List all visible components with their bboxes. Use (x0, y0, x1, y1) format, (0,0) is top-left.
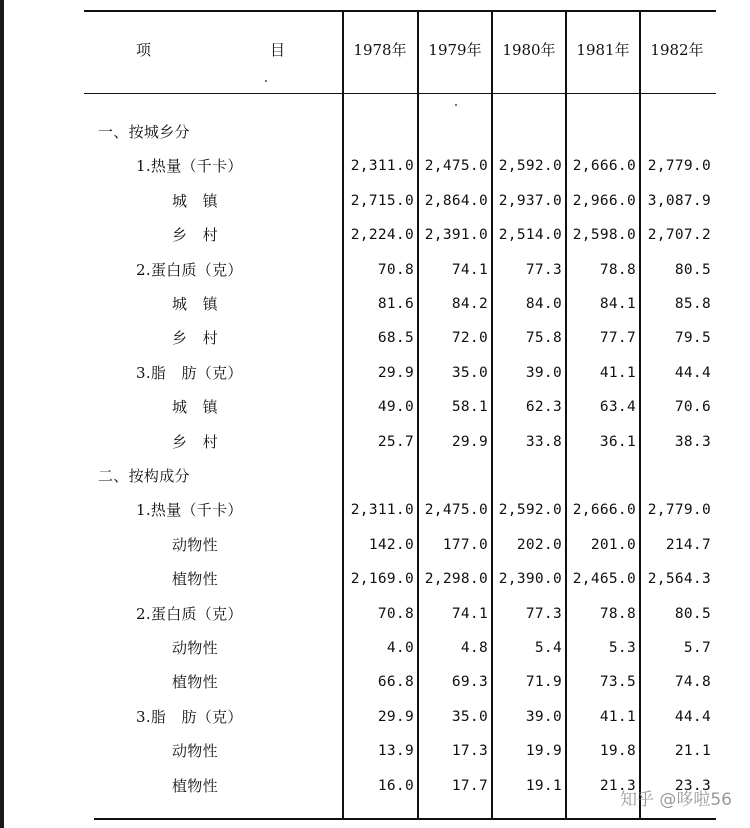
table-cell-value: 74.1 (451, 606, 488, 622)
table-cell-value: 2,564.3 (647, 571, 711, 587)
table-cell-value: 13.9 (377, 743, 414, 759)
table-cell-value: 44.4 (674, 709, 711, 725)
table-cell-value: 39.0 (525, 709, 562, 725)
table-cell-value: 2,666.0 (572, 158, 636, 174)
table-top-rule (84, 10, 716, 12)
watermark: 知乎 @哆啦56 (619, 790, 732, 810)
table-cell-value: 33.8 (525, 434, 562, 450)
table-cell-value: 73.5 (599, 674, 636, 690)
table-cell-value: 71.9 (525, 674, 562, 690)
table-cell-value: 2,592.0 (498, 158, 562, 174)
table-cell-value: 81.6 (377, 296, 414, 312)
table-cell-value: 85.8 (674, 296, 711, 312)
table-cell-value: 2,666.0 (572, 502, 636, 518)
table-cell-value: 84.2 (451, 296, 488, 312)
table-cell-value: 75.8 (525, 330, 562, 346)
table-cell-value: 70.8 (377, 262, 414, 278)
table-cell-value: 21.1 (674, 743, 711, 759)
header-bottom-rule (84, 93, 716, 94)
row-category-label: 1.热量（千卡） (136, 157, 243, 175)
table-cell-value: 62.3 (525, 399, 562, 415)
table-cell-value: 2,311.0 (350, 158, 414, 174)
table-cell-value: 84.0 (525, 296, 562, 312)
row-sub-label: 城 镇 (172, 192, 218, 210)
table-cell-value: 77.3 (525, 606, 562, 622)
row-category-label: 1.热量（千卡） (136, 501, 243, 519)
table-cell-value: 5.7 (683, 640, 711, 656)
table-cell-value: 74.1 (451, 262, 488, 278)
table-cell-value: 2,298.0 (424, 571, 488, 587)
table-cell-value: 201.0 (590, 537, 636, 553)
table-cell-value: 29.9 (451, 434, 488, 450)
table-cell-value: 4.8 (460, 640, 488, 656)
table-cell-value: 21.3 (599, 778, 636, 794)
row-category-label: 3.脂 肪（克） (136, 364, 243, 382)
table-cell-value: 70.8 (377, 606, 414, 622)
table-cell-value: 58.1 (451, 399, 488, 415)
table-cell-value: 29.9 (377, 365, 414, 381)
table-cell-value: 2,707.2 (647, 227, 711, 243)
table-cell-value: 84.1 (599, 296, 636, 312)
row-sub-label: 乡 村 (172, 329, 218, 347)
table-cell-value: 49.0 (377, 399, 414, 415)
table-cell-value: 25.7 (377, 434, 414, 450)
table-cell-value: 63.4 (599, 399, 636, 415)
page-left-edge (0, 0, 4, 828)
row-category-label: 2.蛋白质（克） (136, 605, 243, 623)
table-cell-value: 19.1 (525, 778, 562, 794)
table-cell-value: 23.3 (674, 778, 711, 794)
table-cell-value: 69.3 (451, 674, 488, 690)
table-cell-value: 78.8 (599, 262, 636, 278)
header-year-1980: 1980年 (502, 41, 556, 59)
table-cell-value: 2,391.0 (424, 227, 488, 243)
scan-speck (265, 80, 267, 82)
header-year-1982: 1982年 (650, 41, 704, 59)
table-cell-value: 38.3 (674, 434, 711, 450)
table-cell-value: 2,475.0 (424, 502, 488, 518)
row-category-label: 3.脂 肪（克） (136, 708, 243, 726)
table-cell-value: 2,937.0 (498, 193, 562, 209)
table-cell-value: 70.6 (674, 399, 711, 415)
table-cell-value: 2,514.0 (498, 227, 562, 243)
table-cell-value: 2,475.0 (424, 158, 488, 174)
table-cell-value: 74.8 (674, 674, 711, 690)
row-sub-label: 植物性 (172, 570, 218, 588)
table-cell-value: 78.8 (599, 606, 636, 622)
row-sub-label: 城 镇 (172, 398, 218, 416)
table-cell-value: 80.5 (674, 262, 711, 278)
row-sub-label: 动物性 (172, 742, 218, 760)
table-cell-value: 17.7 (451, 778, 488, 794)
table-cell-value: 2,715.0 (350, 193, 414, 209)
section-heading: 二、按构成分 (98, 467, 190, 485)
row-sub-label: 植物性 (172, 673, 218, 691)
row-category-label: 2.蛋白质（克） (136, 261, 243, 279)
table-cell-value: 41.1 (599, 365, 636, 381)
table-cell-value: 202.0 (516, 537, 562, 553)
table-cell-value: 17.3 (451, 743, 488, 759)
row-sub-label: 乡 村 (172, 226, 218, 244)
header-year-1979: 1979年 (428, 41, 482, 59)
row-sub-label: 动物性 (172, 536, 218, 554)
table-cell-value: 177.0 (442, 537, 488, 553)
table-cell-value: 68.5 (377, 330, 414, 346)
row-sub-label: 城 镇 (172, 295, 218, 313)
table-cell-value: 35.0 (451, 709, 488, 725)
table-cell-value: 16.0 (377, 778, 414, 794)
row-sub-label: 植物性 (172, 777, 218, 795)
table-bottom-rule (94, 818, 716, 820)
section-heading: 一、按城乡分 (98, 123, 190, 141)
table-cell-value: 41.1 (599, 709, 636, 725)
table-cell-value: 35.0 (451, 365, 488, 381)
row-sub-label: 乡 村 (172, 433, 218, 451)
table-cell-value: 79.5 (674, 330, 711, 346)
table-cell-value: 72.0 (451, 330, 488, 346)
table-cell-value: 2,779.0 (647, 158, 711, 174)
header-item-label: 项 (136, 41, 152, 59)
table-cell-value: 2,465.0 (572, 571, 636, 587)
table-cell-value: 19.8 (599, 743, 636, 759)
table-cell-value: 2,224.0 (350, 227, 414, 243)
table-cell-value: 39.0 (525, 365, 562, 381)
table-cell-value: 36.1 (599, 434, 636, 450)
table-cell-value: 29.9 (377, 709, 414, 725)
table-cell-value: 142.0 (368, 537, 414, 553)
table-cell-value: 80.5 (674, 606, 711, 622)
table-cell-value: 19.9 (525, 743, 562, 759)
header-year-1978: 1978年 (353, 41, 407, 59)
table-cell-value: 2,966.0 (572, 193, 636, 209)
table-cell-value: 5.4 (534, 640, 562, 656)
table-cell-value: 2,311.0 (350, 502, 414, 518)
table-cell-value: 2,592.0 (498, 502, 562, 518)
row-sub-label: 动物性 (172, 639, 218, 657)
table-cell-value: 2,390.0 (498, 571, 562, 587)
scan-speck (455, 104, 457, 106)
table-cell-value: 44.4 (674, 365, 711, 381)
header-year-1981: 1981年 (576, 41, 630, 59)
table-cell-value: 2,779.0 (647, 502, 711, 518)
table-cell-value: 2,864.0 (424, 193, 488, 209)
header-item-label-2: 目 (270, 41, 286, 59)
table-cell-value: 66.8 (377, 674, 414, 690)
table-cell-value: 214.7 (665, 537, 711, 553)
table-cell-value: 2,169.0 (350, 571, 414, 587)
table-cell-value: 5.3 (608, 640, 636, 656)
table-cell-value: 77.7 (599, 330, 636, 346)
table-cell-value: 77.3 (525, 262, 562, 278)
table-cell-value: 3,087.9 (647, 193, 711, 209)
table-cell-value: 4.0 (386, 640, 414, 656)
table-cell-value: 2,598.0 (572, 227, 636, 243)
